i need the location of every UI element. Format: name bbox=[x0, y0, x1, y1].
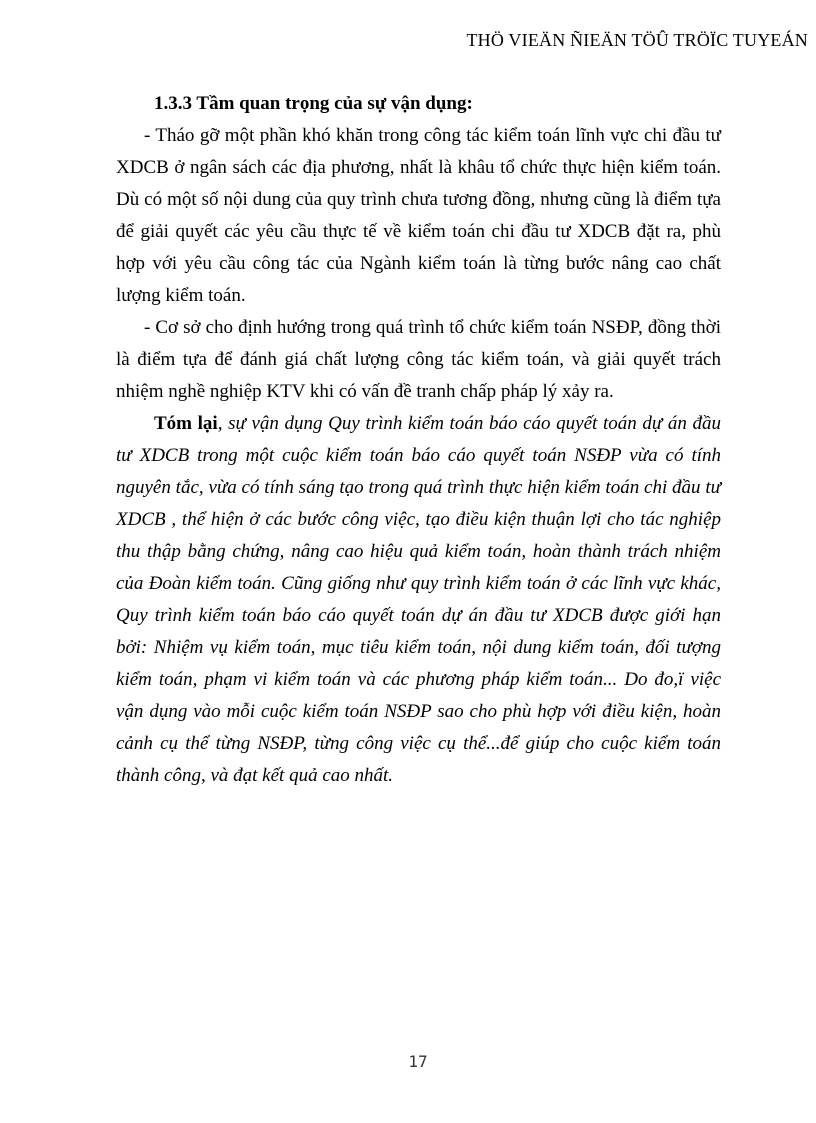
paragraph-1: - Tháo gỡ một phần khó khăn trong công tác kiểm toán lĩnh vực chi đầu tư XDCB ở ngân sách các địa phương, nhất là khâu tổ chức thực hiện kiểm toán. Dù có một số nội dung của quy trình chưa tương đồng, nhưng cũng là điểm tựa để giải quyết các yêu cầu thực tế về kiểm toán chi đầu tư XDCB đặt ra, phù hợp với yêu cầu công tác của Ngành kiểm toán là từng bước nâng cao chất lượng kiểm toán. bbox=[116, 125, 721, 306]
section-heading: 1.3.3 Tầm quan trọng của sự vận dụng: bbox=[154, 93, 473, 114]
running-header: THÖ VIEÄN ÑIEÄN TÖÛ TRÖÏC TUYEÁN bbox=[466, 30, 808, 50]
page-content bbox=[116, 88, 721, 792]
summary-lead: Tóm lại bbox=[154, 413, 218, 434]
page-number: 17 bbox=[408, 1052, 428, 1071]
summary-paragraph bbox=[116, 408, 721, 792]
summary-text: , sự vận dụng Quy trình kiểm toán báo cáo quyết toán dự án đầu tư XDCB trong một cuộc kiểm toán báo cáo quyết toán NSĐP vừa có tính nguyên tắc, vừa có tính sáng tạo trong quá trình thực hiện kiểm toán chi đầu tư XDCB , thể hiện ở các bước công việc, tạo điều kiện thuận lợi cho tác nghiệp thu thập bằng chứng, nâng cao hiệu quả kiểm toán, hoàn thành trách nhiệm của Đoàn kiểm toán. Cũng giống như quy trình kiểm toán ở các lĩnh vực khác, Quy trình kiểm toán báo cáo quyết toán dự án đầu tư XDCB được giới hạn bởi: Nhiệm vụ kiểm toán, mục tiêu kiểm toán, nội dung kiểm toán, đối tượng kiểm toán, phạm vi kiểm toán và các phương pháp kiểm toán... Do đo,ï việc vận dụng vào mỗi cuộc kiểm toán NSĐP sao cho phù hợp với điều kiện, hoàn cảnh cụ thể từng NSĐP, từng công việc cụ thể...để giúp cho cuộc kiểm toán thành công, và đạt kết quả cao nhất. bbox=[116, 413, 721, 786]
paragraph-2: - Cơ sở cho định hướng trong quá trình tổ chức kiểm toán NSĐP, đồng thời là điểm tựa để đánh giá chất lượng công tác kiểm toán, và giải quyết trách nhiệm nghề nghiệp KTV khi có vấn đề tranh chấp pháp lý xảy ra. bbox=[116, 317, 721, 402]
